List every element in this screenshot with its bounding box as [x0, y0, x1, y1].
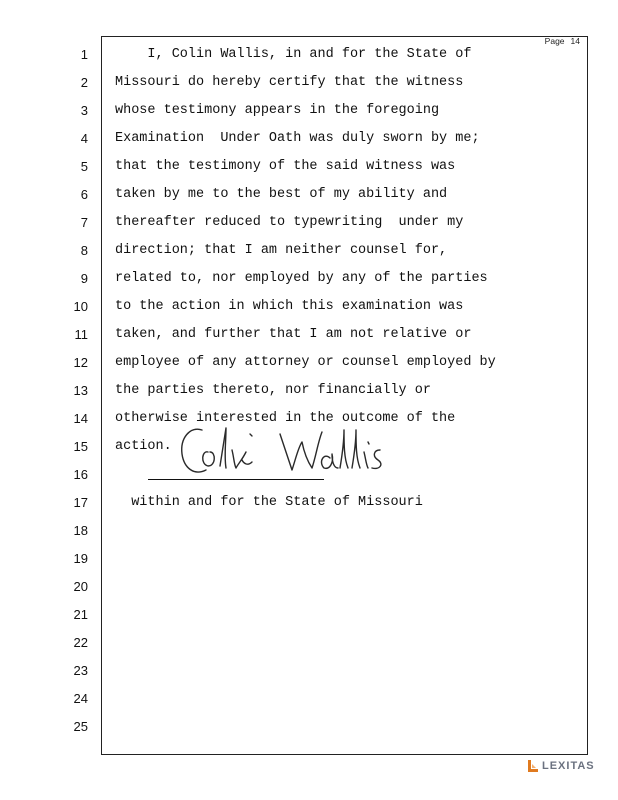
lexitas-logo [526, 758, 595, 774]
page-number [545, 36, 580, 46]
transcript-line: I, Colin Wallis, in and for the State of [115, 47, 472, 62]
transcript-line [115, 690, 496, 718]
transcript-line: otherwise interested in the outcome of the [115, 411, 456, 426]
transcript-line: taken by me to the best of my ability and [115, 187, 448, 202]
line-number: 5 [80, 159, 88, 174]
transcript-line [115, 606, 496, 634]
transcript-line: Missouri do hereby certify that the witness [115, 75, 464, 90]
line-number: 1 [80, 47, 88, 62]
transcript-line [115, 662, 496, 690]
lexitas-logo-mark [526, 758, 540, 774]
line-number: 16 [73, 467, 88, 482]
transcript-line [115, 718, 496, 746]
line-number: 11 [74, 327, 88, 342]
line-number: 18 [73, 523, 88, 538]
line-number: 6 [80, 187, 88, 202]
line-number: 24 [73, 691, 88, 706]
line-number: 8 [80, 243, 88, 258]
transcript-line [115, 522, 496, 550]
transcript-line: action. [115, 439, 172, 454]
line-number: 22 [73, 635, 88, 650]
line-number: 3 [80, 103, 88, 118]
line-number: 4 [80, 131, 88, 146]
line-number: 12 [73, 355, 88, 370]
line-number: 23 [73, 663, 88, 678]
transcript-line: direction; that I am neither counsel for, [115, 243, 448, 258]
line-number: 17 [73, 495, 88, 510]
line-number: 25 [73, 719, 88, 734]
transcript-line [115, 634, 496, 662]
logo-text: LEXITAS [542, 760, 595, 772]
signature-line [148, 479, 324, 480]
transcript-text [115, 46, 496, 746]
line-number: 10 [73, 299, 88, 314]
line-number: 9 [80, 271, 88, 286]
line-number: 2 [80, 75, 88, 90]
transcript-line: employee of any attorney or counsel employed by [115, 355, 496, 370]
line-number-column [62, 46, 88, 746]
transcript-line: that the testimony of the said witness was [115, 159, 456, 174]
handwritten-signature [172, 420, 392, 482]
transcript-line: within and for the State of Missouri [115, 495, 423, 510]
page-number-value: 14 [570, 36, 580, 46]
transcript-line: thereafter reduced to typewriting under my [115, 215, 464, 230]
line-number: 15 [73, 439, 88, 454]
transcript-line: taken, and further that I am not relative or [115, 327, 472, 342]
transcript-line [115, 550, 496, 578]
transcript-line: whose testimony appears in the foregoing [115, 103, 440, 118]
line-number: 7 [80, 215, 88, 230]
transcript-line: the parties thereto, nor financially or [115, 383, 431, 398]
transcript-line: Examination Under Oath was duly sworn by me; [115, 131, 480, 146]
line-number: 14 [73, 411, 88, 426]
line-number: 21 [73, 607, 88, 622]
transcript-line: related to, nor employed by any of the parties [115, 271, 488, 286]
transcript-line [115, 578, 496, 606]
line-number: 19 [73, 551, 88, 566]
line-number: 13 [73, 383, 88, 398]
line-number: 20 [73, 579, 88, 594]
page-label: Page [544, 36, 565, 46]
transcript-line: to the action in which this examination was [115, 299, 464, 314]
